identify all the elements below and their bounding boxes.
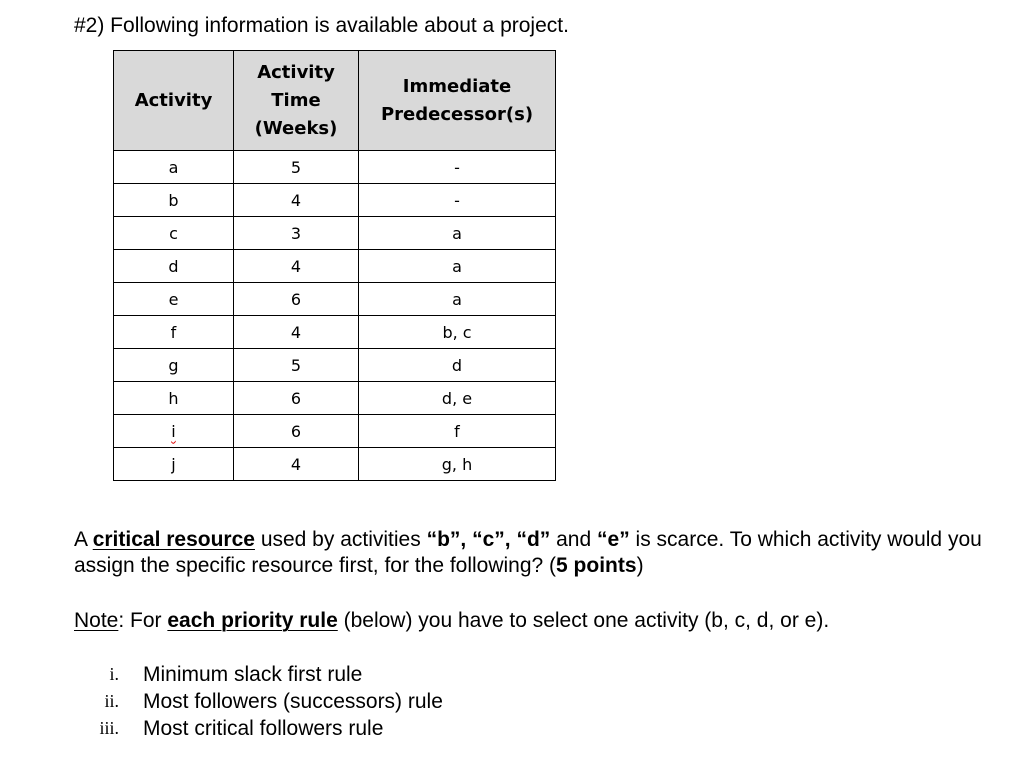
table-row bbox=[114, 151, 556, 184]
header-pred-line: Predecessor(s) bbox=[380, 103, 534, 125]
cell-time: 3 bbox=[234, 217, 359, 250]
header-predecessors bbox=[359, 51, 556, 151]
cell-time: 4 bbox=[234, 184, 359, 217]
table-row bbox=[114, 448, 556, 481]
cell-time: 6 bbox=[234, 415, 359, 448]
rule-text: Minimum slack first rule bbox=[143, 662, 363, 686]
table-row bbox=[114, 415, 556, 448]
rule-number: i. bbox=[109, 664, 119, 684]
note-label: Note bbox=[74, 609, 119, 632]
cell-predecessor: a bbox=[359, 283, 556, 316]
cell-time: 6 bbox=[234, 382, 359, 415]
activity-e-ref: “e” bbox=[597, 528, 630, 551]
cell-activity: h bbox=[114, 382, 234, 415]
cell-activity: c bbox=[114, 217, 234, 250]
table-row bbox=[114, 217, 556, 250]
table-row bbox=[114, 250, 556, 283]
cell-predecessor: d, e bbox=[359, 382, 556, 415]
para-text: used by activities bbox=[260, 528, 421, 551]
cell-predecessor: g, h bbox=[359, 448, 556, 481]
header-pred-line: Immediate bbox=[402, 75, 512, 97]
table-row bbox=[114, 184, 556, 217]
para-text: ) bbox=[636, 554, 644, 577]
cell-activity: f bbox=[114, 316, 234, 349]
cell-activity: a bbox=[114, 151, 234, 184]
rule-text: Most followers (successors) rule bbox=[143, 689, 443, 713]
cell-predecessor: b, c bbox=[359, 316, 556, 349]
cell-time: 4 bbox=[234, 448, 359, 481]
table-row bbox=[114, 382, 556, 415]
list-item bbox=[74, 715, 443, 742]
cell-time: 6 bbox=[234, 283, 359, 316]
cell-activity: e bbox=[114, 283, 234, 316]
cell-time: 4 bbox=[234, 250, 359, 283]
para-text: is scarce. To which activity would you assign the specific resource first, for the following? ( bbox=[74, 528, 982, 577]
cell-predecessor: d bbox=[359, 349, 556, 382]
activity-c-ref: “c”, bbox=[472, 528, 511, 551]
header-activity: Activity bbox=[114, 51, 234, 151]
cell-predecessor: a bbox=[359, 250, 556, 283]
cell-time: 5 bbox=[234, 349, 359, 382]
header-time-line: (Weeks) bbox=[254, 117, 338, 139]
project-activity-table bbox=[113, 50, 556, 481]
activity-d-ref: “d” bbox=[516, 528, 551, 551]
cell-predecessor: - bbox=[359, 184, 556, 217]
para-text: A bbox=[74, 528, 87, 551]
priority-rules-list bbox=[74, 661, 443, 742]
cell-predecessor: a bbox=[359, 217, 556, 250]
cell-activity: b bbox=[114, 184, 234, 217]
cell-predecessor: f bbox=[359, 415, 556, 448]
header-activity-time bbox=[234, 51, 359, 151]
question-heading: #2) Following information is available about a project. bbox=[74, 14, 569, 37]
table-row bbox=[114, 283, 556, 316]
cell-activity: j bbox=[114, 448, 234, 481]
rule-number: iii. bbox=[99, 718, 119, 738]
note-line bbox=[74, 607, 994, 635]
rule-text: Most critical followers rule bbox=[143, 716, 384, 740]
cell-predecessor: - bbox=[359, 151, 556, 184]
spellcheck-marked-text: i bbox=[171, 421, 176, 441]
activity-b-ref: “b”, bbox=[426, 528, 467, 551]
question-paragraph bbox=[74, 527, 994, 579]
header-time-line: Time bbox=[271, 89, 321, 111]
table-row bbox=[114, 349, 556, 382]
cell-activity: g bbox=[114, 349, 234, 382]
para-text: and bbox=[556, 528, 592, 551]
note-text: : For bbox=[118, 609, 162, 632]
cell-time: 5 bbox=[234, 151, 359, 184]
cell-activity bbox=[114, 415, 234, 448]
table-header-row bbox=[114, 51, 556, 151]
each-priority-rule-emphasis: each priority rule bbox=[167, 609, 338, 632]
header-time-line: Activity bbox=[257, 61, 335, 83]
table-row bbox=[114, 316, 556, 349]
rule-number: ii. bbox=[104, 691, 119, 711]
note-text: (below) you have to select one activity (b, c, d, or e). bbox=[343, 609, 830, 632]
critical-resource-emphasis: critical resource bbox=[92, 528, 255, 551]
list-item bbox=[74, 688, 443, 715]
points-label: 5 points bbox=[556, 554, 637, 577]
cell-time: 4 bbox=[234, 316, 359, 349]
cell-activity: d bbox=[114, 250, 234, 283]
list-item bbox=[74, 661, 443, 688]
